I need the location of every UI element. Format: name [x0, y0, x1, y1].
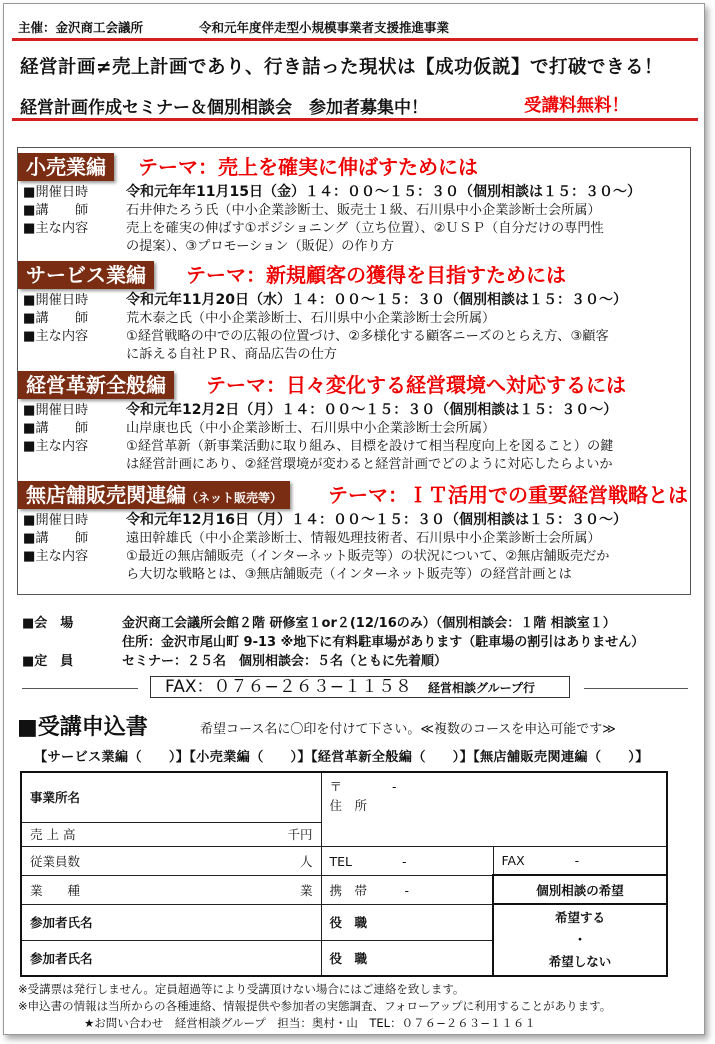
content-row: ■主な内容: [23, 439, 89, 454]
content-line1: 売上を確実の伸ばす①ポジショニング（立ち位置）、②ＵＳＰ（自分だけの専門性: [126, 221, 604, 236]
content-line1: ①経営戦略の中での広報の位置づけ、②多様化する顧客ニーズのとらえ方、③顧客: [126, 329, 609, 344]
date-row: ■開催日時 令和元年12月2日（月）１４：００〜１５：３０（個別相談は１５：３０〜）: [23, 402, 618, 418]
content-line1: ①経営革新（新事業活動に取り組み、目標を設けて相当程度向上を図ること）の鍵: [126, 439, 614, 454]
lecturer-row: ■講 師 荒木泰之氏（中小企業診断士、石川県中小企業診断士会所属）: [23, 311, 496, 326]
section-theme: テーマ：日々変化する経営環境へ対応するには: [206, 373, 626, 397]
lecturer-row: ■講 師 石井伸たろう氏（中小企業診断士、販売士１級、石川県中小企業診断士会所属）: [23, 203, 601, 218]
content-line2: の提案）、③プロモーション（販促）の作り方: [126, 239, 394, 254]
project-text: 令和元年度伴走型小規模事業者支援推進事業: [199, 20, 450, 35]
venue-line1: 金沢商工会議所会館２階 研修室１or２(12/16のみ）（個別相談会：１階 相談室１）: [122, 616, 616, 631]
tagline: 経営計画≠売上計画であり、行き詰った現状は【成功仮説】で打破できる！: [20, 57, 664, 78]
red-divider-top: [12, 38, 698, 41]
content-row: ■主な内容: [23, 549, 89, 564]
section-theme: テーマ：ＩＴ活用での重要経営戦略とは: [328, 483, 688, 507]
sponsor-text: 主催：金沢商工会議所: [18, 20, 144, 35]
section-label: サービス業編: [18, 261, 154, 289]
section-label: 小売業編: [18, 153, 114, 181]
role-field-2[interactable]: 役 職: [321, 940, 493, 976]
footer-note-2: ※申込書の情報は当所からの各種連絡、情報提供や参加者の実態調査、フォローアップに利用することがあります。: [18, 999, 612, 1013]
fax-divider-left: [22, 688, 138, 689]
fax-field[interactable]: FAX -: [493, 846, 667, 875]
red-divider-bottom: [12, 118, 698, 121]
consult-title: 個別相談の希望: [493, 875, 667, 904]
footer-note-1: ※受講票は発行しません。定員超過等により受講頂けない場合にはご連絡を致します。: [18, 982, 465, 996]
lecturer-row: ■講 師 遠田幹雄氏（中小企業診断士、情報処理技術者、石川県中小企業診断士会所属）: [23, 531, 601, 546]
free-label: 受講料無料！: [524, 96, 629, 116]
capacity-value: セミナー：２５名 個別相談会：５名（ともに先着順）: [122, 654, 448, 669]
fax-box: FAX：０７６−２６３−１１５８ 経営相談グループ行: [150, 676, 570, 698]
date-row: ■開催日時 令和元年11月20日（水）１４：００〜１５：３０（個別相談は１５：３０〜）: [23, 292, 627, 308]
mobile-field[interactable]: 携 帯 -: [321, 875, 493, 904]
lecturer-row: ■講 師 山岸康也氏（中小企業診断士、石川県中小企業診断士会所属）: [23, 421, 496, 436]
participant-field-2[interactable]: 参加者氏名: [21, 940, 321, 976]
application-form: [20, 771, 668, 977]
contact-info: ★お問い合わせ 経営相談グループ 担当：奥村・山 TEL：０７６−２６３−１１６１: [84, 1016, 536, 1030]
date-row: ■開催日時 令和元年12月16日（月）１４：００〜１５：３０（個別相談は１５：３０〜）: [23, 512, 627, 528]
application-note: 希望コース名に〇印を付けて下さい。≪複数のコースを申込可能です≫: [200, 722, 616, 737]
section-theme: テーマ：売上を確実に伸ばすためには: [138, 155, 478, 179]
content-row: ■主な内容: [23, 329, 89, 344]
content-line2: に訴える自社ＰＲ、商品広告の仕方: [126, 347, 337, 362]
section-theme: テーマ：新規顧客の獲得を目指すためには: [186, 263, 566, 287]
section-label: 無店舗販売関連編（ネット販売等）: [18, 481, 290, 509]
date-row: ■開催日時 令和元年年11月15日（金）１４：００〜１５：３０（個別相談は１５：３０〜）: [23, 184, 641, 200]
sales-field[interactable]: 売 上 高 千円: [21, 822, 321, 846]
venue-key: ■会 場: [22, 616, 74, 631]
industry-field[interactable]: 業 種 業: [21, 875, 321, 904]
fax-divider-right: [584, 688, 688, 689]
content-line1: ①最近の無店舗販売（インターネット販売等）の状況について、②無店舗販売だか: [126, 549, 610, 564]
content-line2: は経営計画にあり、②経営環境が変わると経営計画でどのように対応したらよいか: [126, 457, 613, 472]
capacity-key: ■定 員: [22, 654, 74, 669]
tel-field[interactable]: TEL -: [321, 846, 493, 875]
seminar-box: [17, 147, 691, 595]
consult-choice[interactable]: 希望する ・ 希望しない: [493, 904, 667, 976]
address-field[interactable]: 〒 - 住 所: [321, 772, 667, 846]
course-choices[interactable]: 【サービス業編（ ）】【小売業編（ ）】【経営革新全般編（ ）】【無店舗販売関連編（ ）】: [34, 750, 649, 765]
content-line2: ら大切な戦略とは、③無店舗販売（インターネット販売等）の経営計画とは: [126, 567, 572, 582]
participant-field-1[interactable]: 参加者氏名: [21, 904, 321, 940]
application-title: ■受講申込書: [17, 715, 148, 740]
subtitle: 経営計画作成セミナー＆個別相談会 参加者募集中！: [20, 98, 428, 118]
role-field-1[interactable]: 役 職: [321, 904, 493, 940]
section-label: 経営革新全般編: [18, 371, 174, 399]
employees-field[interactable]: 従業員数 人: [21, 846, 321, 875]
venue-line2: 住所：金沢市尾山町 9-13 ※地下に有料駐車場があります（駐車場の割引はありません）: [122, 635, 645, 650]
flyer-sheet: [3, 3, 705, 1035]
content-row: ■主な内容: [23, 221, 89, 236]
office-name-field[interactable]: 事業所名: [21, 772, 321, 822]
